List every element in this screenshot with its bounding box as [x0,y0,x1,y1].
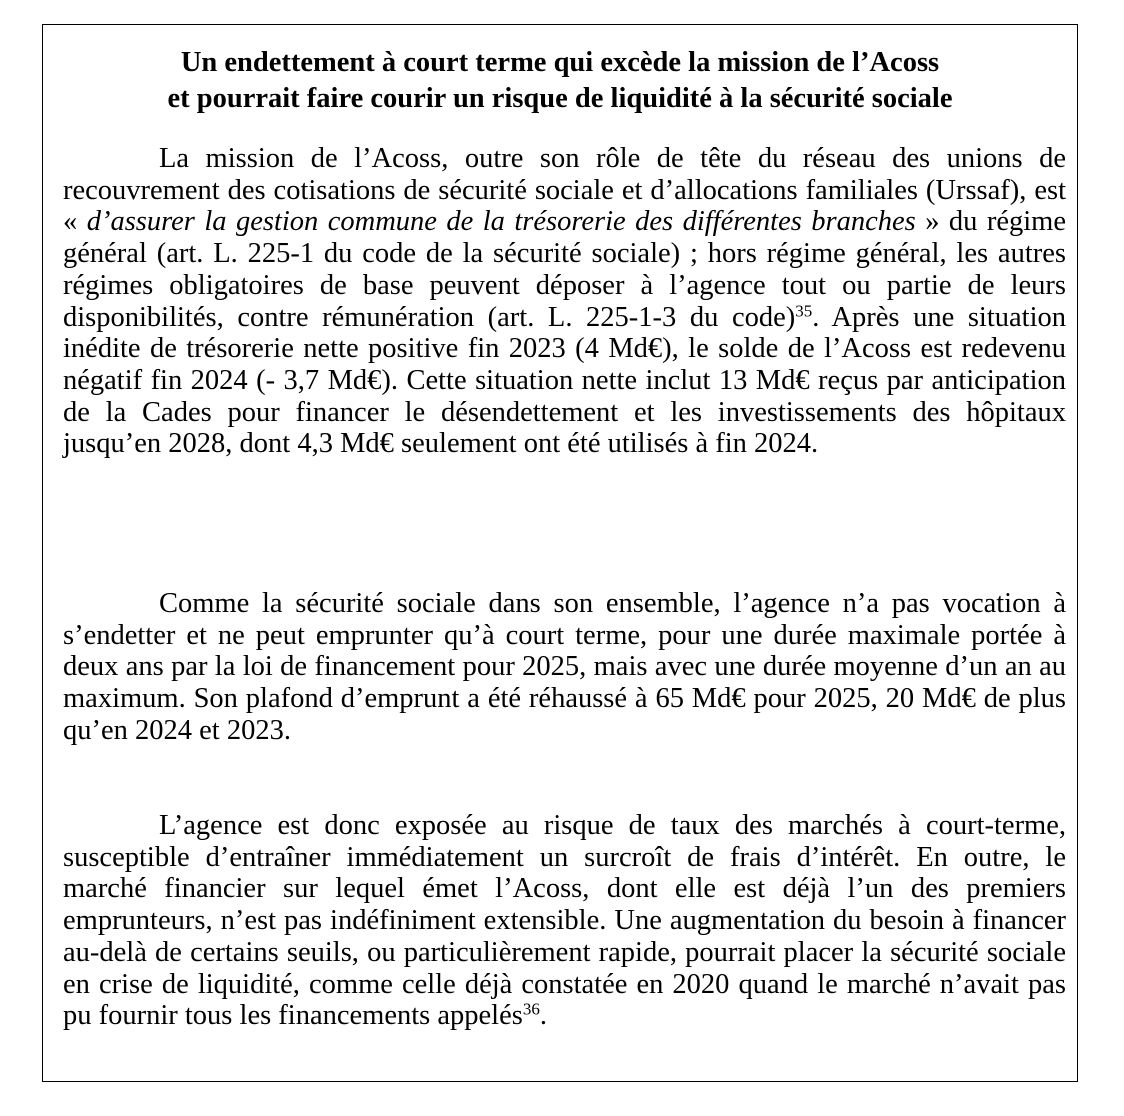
encadre-box [42,24,1078,1082]
paragraph-text: L’agence est donc exposée au risque de taux des marchés à court-terme, susceptible d’entraîner immédiatement un surcroît de frais d’intérêt. En outre, le marché financier sur lequel émet l’Acoss, dont elle est déjà l’un des premiers emprunteurs, n’est pas indéfiniment extensible. Une augmentation du besoin à financer au-delà de certains seuils, ou particulièrement rapide, pourrait placer la sécurité sociale en crise de liquidité, comme celle déjà constatée en 2020 quand le marché n’avait pas pu fournir tous les financements appelés [63,810,1066,1032]
footnote-ref-36[interactable]: 36 [522,999,540,1019]
paragraph-text: » du régime général (art. L. 225-1 du code de la sécurité sociale) ; hors régime général, les autres régimes obligatoires de base peuvent déposer à l’agence tout ou partie de leurs disponibilités, contre rémunération (art. L. 225-1-3 du code) [63,206,1066,333]
box-title-line-1: Un endettement à court terme qui excède la mission de l’Acoss [180,47,940,78]
box-title-line-2: et pourrait faire courir un risque de liquidité à la sécurité sociale [167,83,953,114]
quoted-mission-text: d’assurer la gestion commune de la trésorerie des différentes branches [86,206,916,238]
paragraph-emprunt-court-terme: Comme la sécurité sociale dans son ensemble, l’agence n’a pas vocation à s’endetter et ne peut emprunter qu’à court terme, pour une durée maximale portée à deux ans par la loi de financement pour 2025, mais avec une durée moyenne d’un an au maximum. Son plafond d’emprunt a été réhaussé à 65 Md€ pour 2025, 20 Md€ de plus qu’en 2024 et 2023. [63,588,1066,746]
paragraph-text: . Après une situation inédite de trésorerie nette positive fin 2023 (4 Md€), le solde de l’Acoss est redevenu négatif fin 2024 (- 3,7 Md€). Cette situation nette inclut 13 Md€ reçus par anticipation de la Cades pour financer le désendettement et les investissements des hôpitaux jusqu’en 2028, dont 4,3 Md€ seulement ont été utilisés à fin 2024. [63,301,1067,460]
box-title [43,45,1077,117]
paragraph-text: . [539,1000,547,1032]
paragraph-text: La mission de l’Acoss, outre son rôle de tête du réseau des unions de recouvrement des cotisations de sécurité sociale et d’allocations familiales (Urssaf), est « [63,143,1066,238]
footnote-ref-35[interactable]: 35 [795,301,813,321]
paragraph-risque-liquidite [63,810,1066,1032]
paragraph-mission-acoss [63,143,1066,460]
